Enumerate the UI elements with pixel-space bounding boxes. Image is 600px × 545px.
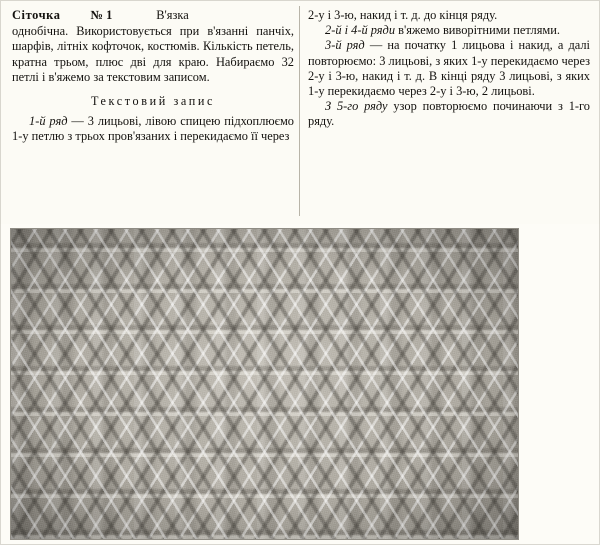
left-paragraph-2: 1-й ряд — 3 лицьові, лівою спицею підхоплюємо 1-у петлю з трьох пров'язаних і перекидаємо її через: [12, 114, 294, 144]
right-column: [308, 8, 590, 130]
right-paragraph-3: 3-й ряд — на початку 1 лицьова і накид, а далі повторюємо: 3 лицьові, з яких 1-у перекидаємо через 2-у і 3-ю, накид і т. д. В кінці ряду 3 лицьові, з яких 1-у перекидаємо через 2-у і 3-ю, 2 лицьові.: [308, 38, 590, 99]
intro-tail: В'язка: [156, 8, 189, 22]
article-title-line: [12, 8, 294, 23]
page-title: Сіточка: [12, 8, 61, 22]
knitting-swatch-photo: [10, 228, 519, 540]
left-column: [12, 8, 294, 145]
pattern-number: № 1: [90, 8, 113, 22]
right-paragraph-4: З 5-го ряду узор повторюємо починаючи з 1-го ряду.: [308, 99, 590, 129]
left-paragraph-1: однобічна. Використовується при в'язанні панчіх, шарфів, літніх кофточок, костюмів. Кількість петель, кратна трьом, плюс дві для краю. Набираємо 32 петлі і в'яжемо за текстовим записом.: [12, 24, 294, 84]
text-area: [0, 0, 600, 224]
photo-vignette: [11, 229, 518, 539]
column-divider: [299, 6, 300, 216]
section-heading: Текстовий запис: [90, 94, 216, 109]
right-paragraph-1: 2-у і 3-ю, накид і т. д. до кінця ряду.: [308, 8, 498, 22]
right-paragraph-2: 2-й і 4-й ряди в'яжемо виворітними петлями.: [325, 23, 560, 38]
